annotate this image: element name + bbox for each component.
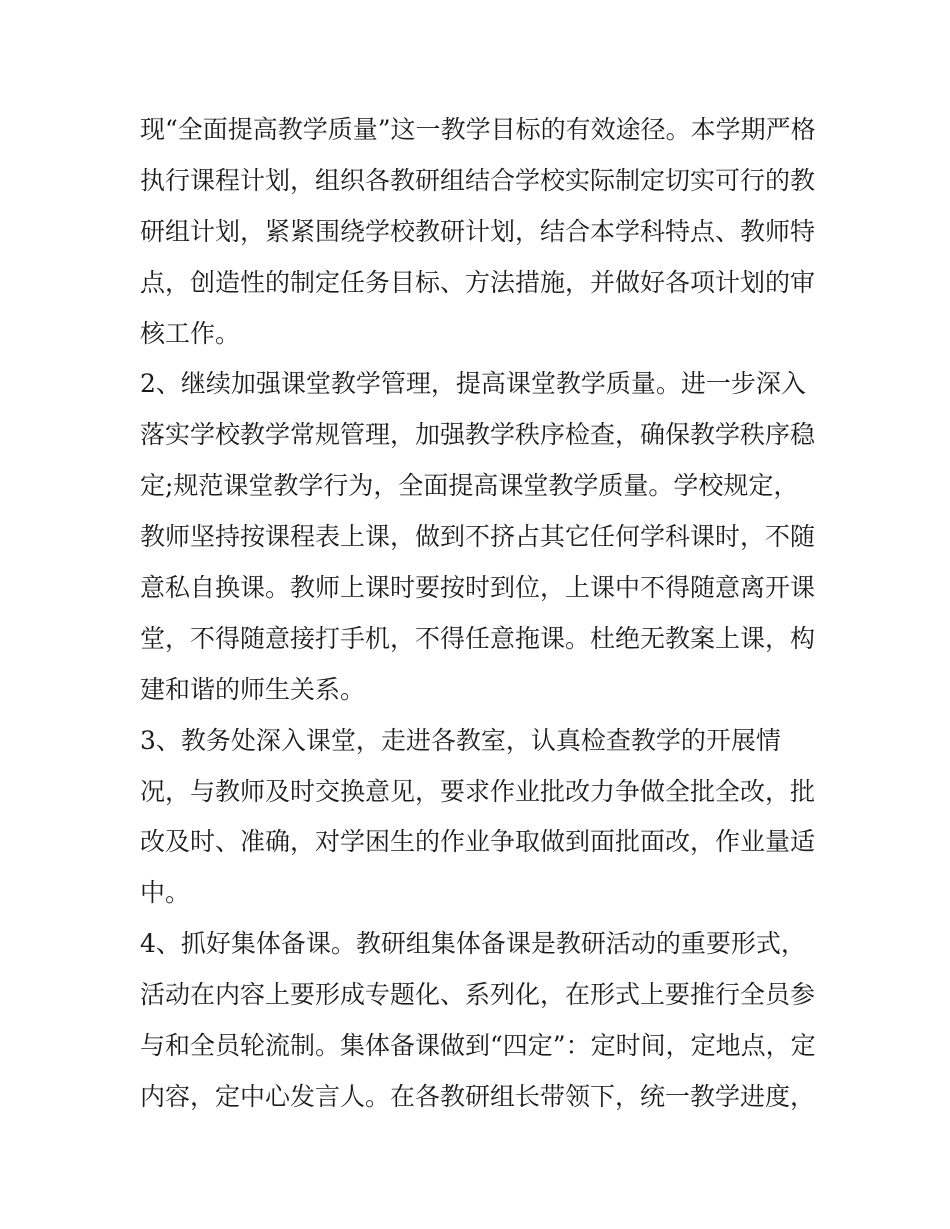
text-line: 2、继续加强课堂教学管理，提高课堂教学质量。进一步深入 [140, 369, 806, 399]
body-text [140, 111, 820, 1129]
text-line: 点，创造性的制定任务目标、方法措施，并做好各项计划的审 [140, 267, 816, 297]
text-line: 内容，定中心发言人。在各教研组长带领下，统一教学进度， [140, 1081, 816, 1111]
text-line: 况，与教师及时交换意见，要求作业批改力争做全批全改，批 [140, 776, 816, 806]
text-line: 执行课程计划，组织各教研组结合学校实际制定切实可行的教 [140, 165, 816, 195]
text-line: 落实学校教学常规管理，加强教学秩序检查，确保教学秩序稳 [140, 420, 816, 450]
text-line: 改及时、准确，对学困生的作业争取做到面批面改，作业量适 [140, 827, 816, 857]
text-line: 4、抓好集体备课。教研组集体备课是教研活动的重要形式， [140, 929, 806, 959]
text-line: 堂，不得随意接打手机，不得任意拖课。杜绝无教案上课，构 [140, 623, 816, 653]
text-line: 教师坚持按课程表上课，做到不挤占其它任何学科课时，不随 [140, 522, 816, 552]
text-line: 研组计划，紧紧围绕学校教研计划，结合本学科特点、教师特 [140, 216, 816, 246]
text-line: 3、教务处深入课堂，走进各教室，认真检查教学的开展情 [140, 725, 781, 755]
text-line: 核工作。 [140, 318, 241, 348]
text-line: 与和全员轮流制。集体备课做到“四定”：定时间，定地点，定 [140, 1031, 816, 1061]
text-line: 建和谐的师生关系。 [140, 674, 366, 704]
text-line: 意私自换课。教师上课时要按时到位，上课中不得随意离开课 [140, 573, 816, 603]
text-line: 现“全面提高教学质量”这一教学目标的有效途径。本学期严格 [140, 115, 816, 144]
text-line: 中。 [140, 878, 191, 908]
text-line: 活动在内容上要形成专题化、系列化，在形式上要推行全员参 [140, 980, 816, 1010]
text-line: 定;规范课堂教学行为，全面提高课堂教学质量。学校规定， [140, 471, 799, 501]
